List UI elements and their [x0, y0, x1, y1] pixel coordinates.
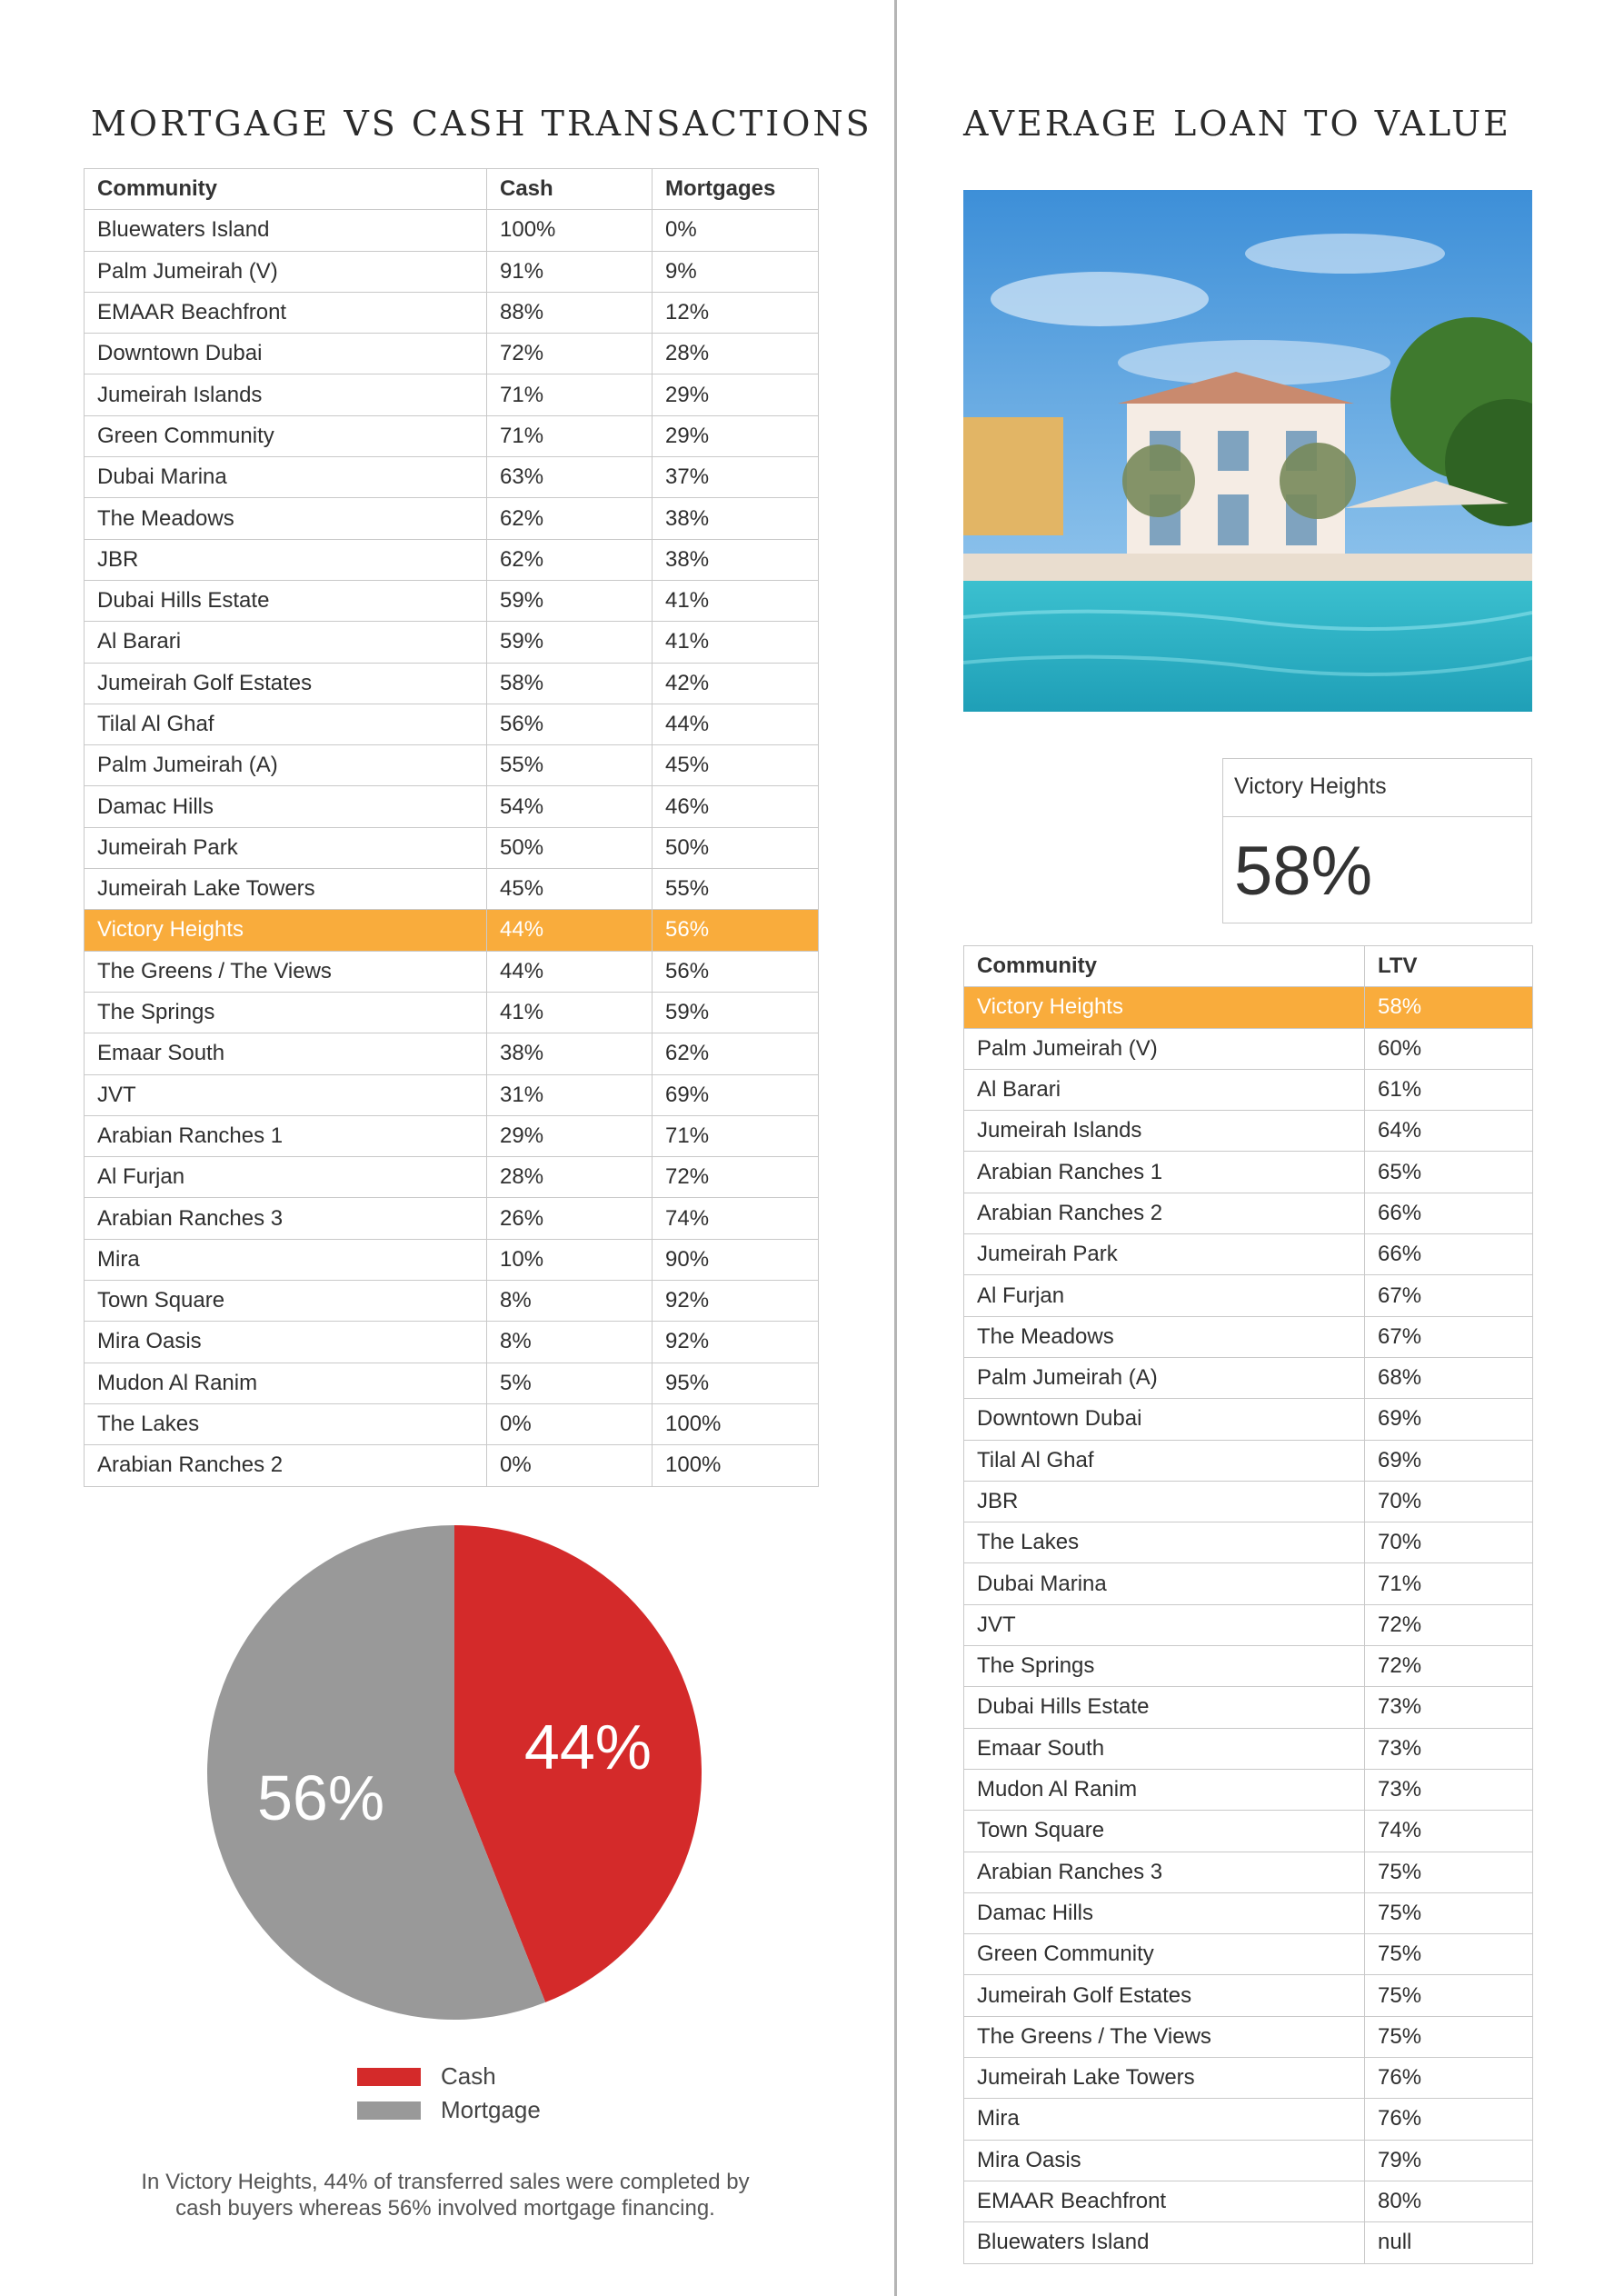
table-row	[85, 745, 819, 786]
cash-table-community-cell: Jumeirah Golf Estates	[85, 663, 487, 704]
table-row	[964, 1234, 1533, 1275]
cash-table-cash-cell: 56%	[487, 704, 653, 744]
table-row	[964, 1481, 1533, 1522]
ltv-table-community-cell: Mira Oasis	[964, 2140, 1365, 2181]
villa-pool-illustration	[963, 190, 1532, 712]
pie-label-mortgage: 56%	[256, 1762, 385, 1834]
cash-table-cash-cell: 54%	[487, 786, 653, 827]
ltv-table-ltv-cell: 67%	[1365, 1275, 1533, 1316]
cash-table-community-cell: EMAAR Beachfront	[85, 292, 487, 333]
cash-table-cash-cell: 5%	[487, 1363, 653, 1403]
table-row	[964, 1646, 1533, 1687]
ltv-kpi-value: 58%	[1234, 833, 1373, 910]
table-row	[964, 2099, 1533, 2140]
ltv-table-community-cell: JVT	[964, 1604, 1365, 1645]
cash-table-cash-cell: 72%	[487, 334, 653, 374]
ltv-table-ltv-cell: 73%	[1365, 1769, 1533, 1810]
table-row	[85, 951, 819, 992]
table-row	[85, 498, 819, 539]
ltv-table-community-cell: Arabian Ranches 1	[964, 1152, 1365, 1193]
cash-table-community-cell: Town Square	[85, 1281, 487, 1322]
ltv-table-community-cell: Jumeirah Lake Towers	[964, 2058, 1365, 2099]
cash-table-cash-cell: 71%	[487, 374, 653, 415]
cash-table-cash-cell: 29%	[487, 1115, 653, 1156]
table-row	[964, 1563, 1533, 1604]
ltv-table-ltv-cell: 80%	[1365, 2181, 1533, 2221]
cash-table-mortgages-cell: 92%	[653, 1322, 819, 1363]
cash-table-mortgages-cell: 38%	[653, 498, 819, 539]
cash-table-community-cell: Jumeirah Lake Towers	[85, 869, 487, 910]
cash-table-cash-cell: 0%	[487, 1403, 653, 1444]
table-row	[964, 1069, 1533, 1110]
ltv-table-community-cell: Emaar South	[964, 1728, 1365, 1769]
cash-table-community-cell: Arabian Ranches 1	[85, 1115, 487, 1156]
table-row	[85, 704, 819, 744]
ltv-table-community-cell: Town Square	[964, 1811, 1365, 1852]
ltv-table-ltv-cell: 69%	[1365, 1399, 1533, 1440]
cash-table-community-cell: The Greens / The Views	[85, 951, 487, 992]
cash-table-community-cell: Bluewaters Island	[85, 210, 487, 251]
cash-table-community-cell: Jumeirah Islands	[85, 374, 487, 415]
ltv-table-ltv-cell: 76%	[1365, 2058, 1533, 2099]
cash-table-mortgages-cell: 41%	[653, 580, 819, 621]
table-row	[964, 1934, 1533, 1975]
mortgage-vs-cash-title: MORTGAGE VS CASH TRANSACTIONS	[91, 104, 872, 144]
cash-table-cash-cell: 59%	[487, 580, 653, 621]
ltv-table-community-cell: Palm Jumeirah (A)	[964, 1357, 1365, 1398]
ltv-table-ltv-cell: 67%	[1365, 1316, 1533, 1357]
cash-table-mortgages-cell: 95%	[653, 1363, 819, 1403]
cash-table-community-cell: Palm Jumeirah (V)	[85, 251, 487, 292]
ltv-table-community-cell: Dubai Hills Estate	[964, 1687, 1365, 1728]
ltv-table-ltv-cell: 61%	[1365, 1069, 1533, 1110]
pie-label-cash: 44%	[523, 1711, 653, 1782]
ltv-table-community-cell: Al Barari	[964, 1069, 1365, 1110]
ltv-table-ltv-cell: 75%	[1365, 2016, 1533, 2057]
cash-table-cash-cell: 88%	[487, 292, 653, 333]
cash-table-community-cell: Mira Oasis	[85, 1322, 487, 1363]
cash-table-mortgages-cell: 55%	[653, 869, 819, 910]
column-divider	[894, 0, 897, 2296]
table-header-row	[964, 946, 1533, 987]
ltv-table-community-cell: Jumeirah Golf Estates	[964, 1975, 1365, 2016]
ltv-table-ltv-cell: 64%	[1365, 1111, 1533, 1152]
cash-table-cash-cell: 44%	[487, 910, 653, 951]
cash-table-cash-cell: 63%	[487, 457, 653, 498]
table-row	[964, 1316, 1533, 1357]
column-header-ltv: LTV	[1365, 946, 1533, 987]
table-row	[85, 1239, 819, 1280]
ltv-table-community-cell: Palm Jumeirah (V)	[964, 1028, 1365, 1069]
cash-table-mortgages-cell: 9%	[653, 251, 819, 292]
table-row	[964, 2016, 1533, 2057]
legend-label-mortgage: Mortgage	[441, 2096, 541, 2123]
cash-table-mortgages-cell: 74%	[653, 1198, 819, 1239]
cash-table-mortgages-cell: 100%	[653, 1445, 819, 1486]
table-row	[964, 1111, 1533, 1152]
cash-table-mortgages-cell: 46%	[653, 786, 819, 827]
ltv-table-ltv-cell: 76%	[1365, 2099, 1533, 2140]
legend-item-cash	[357, 2060, 541, 2093]
cash-table-cash-cell: 50%	[487, 827, 653, 868]
table-row	[85, 457, 819, 498]
table-row	[964, 1811, 1533, 1852]
ltv-table-ltv-cell: 69%	[1365, 1440, 1533, 1481]
cash-table-mortgages-cell: 41%	[653, 622, 819, 663]
table-row	[85, 251, 819, 292]
ltv-table-ltv-cell: 74%	[1365, 1811, 1533, 1852]
cash-table-mortgages-cell: 62%	[653, 1033, 819, 1074]
table-row	[85, 1198, 819, 1239]
column-header-community: Community	[85, 169, 487, 210]
ltv-table-ltv-cell: 75%	[1365, 1975, 1533, 2016]
cash-table-mortgages-cell: 90%	[653, 1239, 819, 1280]
ltv-table	[963, 945, 1533, 2264]
cash-table-cash-cell: 62%	[487, 498, 653, 539]
table-row	[964, 1728, 1533, 1769]
ltv-kpi-card	[1222, 758, 1532, 923]
table-row	[85, 1115, 819, 1156]
ltv-table-community-cell: Green Community	[964, 1934, 1365, 1975]
cash-table-mortgages-cell: 28%	[653, 334, 819, 374]
cash-table-mortgages-cell: 42%	[653, 663, 819, 704]
table-row	[85, 1403, 819, 1444]
ltv-table-ltv-cell: 66%	[1365, 1234, 1533, 1275]
cash-table-cash-cell: 8%	[487, 1281, 653, 1322]
table-row	[964, 1275, 1533, 1316]
table-row	[85, 910, 819, 951]
column-header-mortgages: Mortgages	[653, 169, 819, 210]
table-row	[85, 1074, 819, 1115]
ltv-table-ltv-cell: 73%	[1365, 1728, 1533, 1769]
table-row	[85, 1281, 819, 1322]
table-row	[85, 374, 819, 415]
cash-table-cash-cell: 100%	[487, 210, 653, 251]
table-header-row	[85, 169, 819, 210]
table-row	[964, 1522, 1533, 1563]
ltv-table-community-cell: Dubai Marina	[964, 1563, 1365, 1604]
cash-table-community-cell: Jumeirah Park	[85, 827, 487, 868]
cash-table-community-cell: Emaar South	[85, 1033, 487, 1074]
cash-table-cash-cell: 10%	[487, 1239, 653, 1280]
cash-table-mortgages-cell: 50%	[653, 827, 819, 868]
ltv-table-ltv-cell: 70%	[1365, 1522, 1533, 1563]
ltv-table-community-cell: Mudon Al Ranim	[964, 1769, 1365, 1810]
ltv-table-ltv-cell: 75%	[1365, 1934, 1533, 1975]
table-row	[85, 415, 819, 456]
table-row	[85, 580, 819, 621]
ltv-table-ltv-cell: 60%	[1365, 1028, 1533, 1069]
ltv-table-ltv-cell: 72%	[1365, 1646, 1533, 1687]
cash-table-community-cell: The Springs	[85, 992, 487, 1033]
ltv-table-ltv-cell: 73%	[1365, 1687, 1533, 1728]
table-row	[964, 1193, 1533, 1233]
cash-table-community-cell: Downtown Dubai	[85, 334, 487, 374]
cash-table-cash-cell: 38%	[487, 1033, 653, 1074]
cash-table-community-cell: Green Community	[85, 415, 487, 456]
column-header-cash: Cash	[487, 169, 653, 210]
cash-table-mortgages-cell: 92%	[653, 1281, 819, 1322]
cash-table-cash-cell: 44%	[487, 951, 653, 992]
cash-table-community-cell: Mira	[85, 1239, 487, 1280]
cash-table-mortgages-cell: 45%	[653, 745, 819, 786]
cash-table-cash-cell: 0%	[487, 1445, 653, 1486]
ltv-table-ltv-cell: 75%	[1365, 1892, 1533, 1933]
cash-table-cash-cell: 45%	[487, 869, 653, 910]
table-row	[964, 987, 1533, 1028]
ltv-table-community-cell: The Greens / The Views	[964, 2016, 1365, 2057]
ltv-table-community-cell: Arabian Ranches 2	[964, 1193, 1365, 1233]
ltv-table-ltv-cell: 58%	[1365, 987, 1533, 1028]
cash-table-community-cell: Arabian Ranches 3	[85, 1198, 487, 1239]
ltv-table-ltv-cell: 66%	[1365, 1193, 1533, 1233]
table-row	[964, 2222, 1533, 2263]
ltv-table-community-cell: The Meadows	[964, 1316, 1365, 1357]
table-row	[85, 1445, 819, 1486]
cash-table-mortgages-cell: 29%	[653, 415, 819, 456]
cash-table-community-cell: Damac Hills	[85, 786, 487, 827]
cash-table-mortgages-cell: 59%	[653, 992, 819, 1033]
cash-table-community-cell: Palm Jumeirah (A)	[85, 745, 487, 786]
ltv-kpi-label: Victory Heights	[1223, 759, 1531, 817]
cash-table-cash-cell: 41%	[487, 992, 653, 1033]
cash-table-mortgages-cell: 72%	[653, 1157, 819, 1198]
ltv-table-community-cell: Victory Heights	[964, 987, 1365, 1028]
cash-table-cash-cell: 59%	[487, 622, 653, 663]
ltv-table-ltv-cell: 79%	[1365, 2140, 1533, 2181]
ltv-table-community-cell: Al Furjan	[964, 1275, 1365, 1316]
cash-table-community-cell: Arabian Ranches 2	[85, 1445, 487, 1486]
cash-table-community-cell: The Lakes	[85, 1403, 487, 1444]
legend-item-mortgage	[357, 2093, 541, 2127]
table-row	[964, 1357, 1533, 1398]
cash-table-community-cell: The Meadows	[85, 498, 487, 539]
cash-table-mortgages-cell: 29%	[653, 374, 819, 415]
ltv-table-community-cell: Jumeirah Park	[964, 1234, 1365, 1275]
table-row	[85, 292, 819, 333]
ltv-table-community-cell: Mira	[964, 2099, 1365, 2140]
column-header-community: Community	[964, 946, 1365, 987]
table-row	[964, 1152, 1533, 1193]
cash-table-mortgages-cell: 37%	[653, 457, 819, 498]
cash-table-cash-cell: 62%	[487, 539, 653, 580]
mortgage-cash-table	[84, 168, 819, 1487]
cash-table-community-cell: Mudon Al Ranim	[85, 1363, 487, 1403]
cash-table-community-cell: JVT	[85, 1074, 487, 1115]
ltv-table-community-cell: The Lakes	[964, 1522, 1365, 1563]
table-row	[85, 992, 819, 1033]
table-row	[85, 827, 819, 868]
pie-caption: In Victory Heights, 44% of transferred sales were completed by cash buyers whereas 56% involved mortgage financing.	[141, 2170, 750, 2221]
table-row	[964, 2140, 1533, 2181]
ltv-table-community-cell: Damac Hills	[964, 1892, 1365, 1933]
ltv-table-community-cell: Tilal Al Ghaf	[964, 1440, 1365, 1481]
cash-table-cash-cell: 55%	[487, 745, 653, 786]
cash-table-cash-cell: 31%	[487, 1074, 653, 1115]
cash-table-community-cell: Al Barari	[85, 622, 487, 663]
table-row	[85, 1322, 819, 1363]
cash-table-cash-cell: 8%	[487, 1322, 653, 1363]
cash-table-community-cell: JBR	[85, 539, 487, 580]
ltv-table-community-cell: Jumeirah Islands	[964, 1111, 1365, 1152]
villa-pool-photo	[963, 190, 1532, 712]
table-row	[85, 663, 819, 704]
table-row	[85, 869, 819, 910]
table-row	[964, 1769, 1533, 1810]
table-row	[85, 1033, 819, 1074]
cash-table-community-cell: Tilal Al Ghaf	[85, 704, 487, 744]
average-ltv-title: AVERAGE LOAN TO VALUE	[963, 104, 1511, 144]
table-row	[85, 622, 819, 663]
ltv-table-ltv-cell: 68%	[1365, 1357, 1533, 1398]
ltv-table-community-cell: JBR	[964, 1481, 1365, 1522]
ltv-table-community-cell: EMAAR Beachfront	[964, 2181, 1365, 2221]
table-row	[964, 1399, 1533, 1440]
cash-table-mortgages-cell: 56%	[653, 910, 819, 951]
ltv-table-ltv-cell: null	[1365, 2222, 1533, 2263]
cash-table-mortgages-cell: 56%	[653, 951, 819, 992]
pie-chart-svg	[200, 1518, 709, 2027]
table-row	[964, 1852, 1533, 1892]
ltv-table-ltv-cell: 65%	[1365, 1152, 1533, 1193]
ltv-table-community-cell: The Springs	[964, 1646, 1365, 1687]
cash-table-mortgages-cell: 0%	[653, 210, 819, 251]
cash-table-mortgages-cell: 38%	[653, 539, 819, 580]
ltv-table-community-cell: Arabian Ranches 3	[964, 1852, 1365, 1892]
table-row	[964, 1028, 1533, 1069]
cash-table-cash-cell: 26%	[487, 1198, 653, 1239]
cash-table-mortgages-cell: 71%	[653, 1115, 819, 1156]
legend-label-cash: Cash	[441, 2062, 496, 2090]
ltv-table-ltv-cell: 75%	[1365, 1852, 1533, 1892]
cash-table-mortgages-cell: 100%	[653, 1403, 819, 1444]
table-row	[85, 786, 819, 827]
ltv-table-community-cell: Downtown Dubai	[964, 1399, 1365, 1440]
table-row	[964, 1687, 1533, 1728]
legend-swatch-mortgage	[357, 2101, 421, 2120]
cash-mortgage-pie-chart	[200, 1518, 709, 2027]
ltv-table-community-cell: Bluewaters Island	[964, 2222, 1365, 2263]
cash-table-cash-cell: 71%	[487, 415, 653, 456]
cash-table-cash-cell: 58%	[487, 663, 653, 704]
ltv-table-ltv-cell: 71%	[1365, 1563, 1533, 1604]
table-row	[85, 1157, 819, 1198]
cash-table-community-cell: Victory Heights	[85, 910, 487, 951]
table-row	[85, 334, 819, 374]
cash-table-mortgages-cell: 69%	[653, 1074, 819, 1115]
table-row	[85, 210, 819, 251]
cash-table-community-cell: Dubai Marina	[85, 457, 487, 498]
cash-table-cash-cell: 28%	[487, 1157, 653, 1198]
table-row	[964, 1892, 1533, 1933]
table-row	[964, 1975, 1533, 2016]
cash-table-cash-cell: 91%	[487, 251, 653, 292]
table-row	[964, 1440, 1533, 1481]
legend-swatch-cash	[357, 2068, 421, 2086]
cash-table-community-cell: Dubai Hills Estate	[85, 580, 487, 621]
ltv-table-ltv-cell: 70%	[1365, 1481, 1533, 1522]
table-row	[964, 1604, 1533, 1645]
pie-legend	[357, 2060, 541, 2127]
cash-table-community-cell: Al Furjan	[85, 1157, 487, 1198]
table-row	[964, 2058, 1533, 2099]
ltv-table-ltv-cell: 72%	[1365, 1604, 1533, 1645]
table-row	[964, 2181, 1533, 2221]
table-row	[85, 1363, 819, 1403]
table-row	[85, 539, 819, 580]
cash-table-mortgages-cell: 12%	[653, 292, 819, 333]
cash-table-mortgages-cell: 44%	[653, 704, 819, 744]
